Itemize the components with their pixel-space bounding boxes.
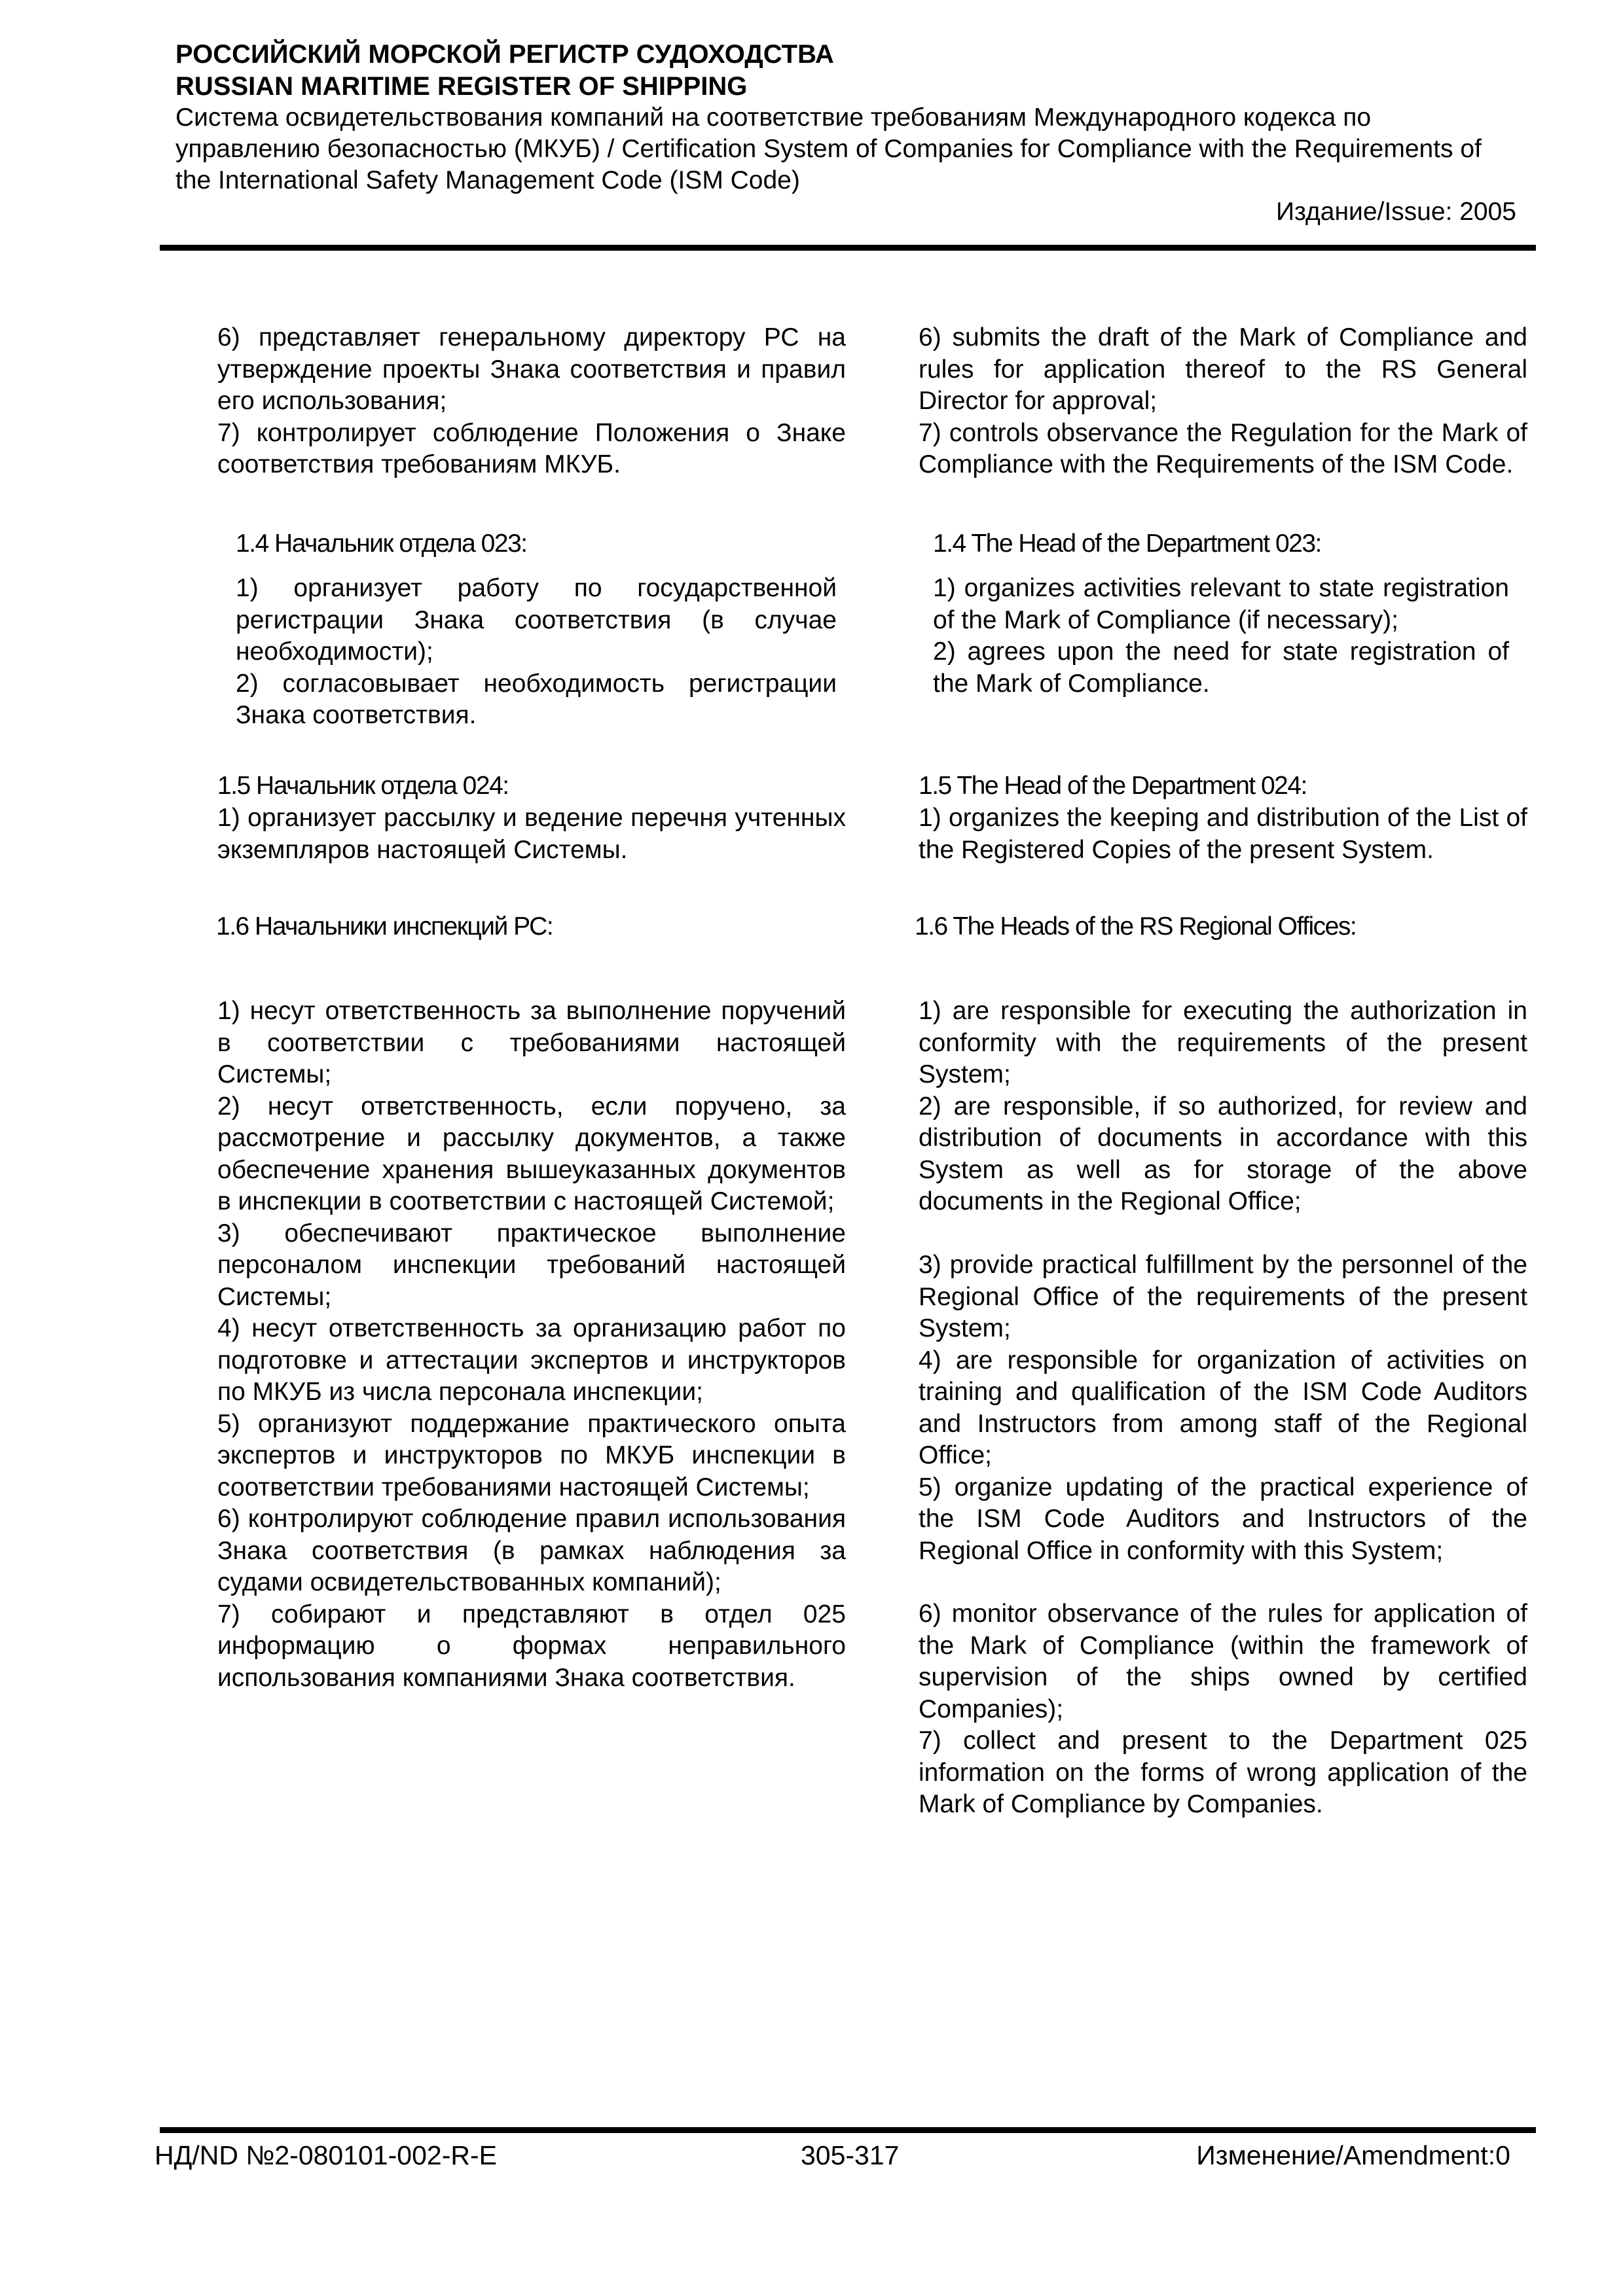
ru-heading-1-6: 1.6 Начальники инспекций РС: xyxy=(216,912,553,941)
header-divider xyxy=(160,245,1536,251)
en-heading-1-6: 1.6 The Heads of the RS Regional Offices: xyxy=(915,912,1357,941)
ru-item-1: 1) организует работу по государственной регистрации Знака соответствия (в случае необходимости); xyxy=(236,574,837,666)
document-number: НД/ND №2-080101-002-R-E xyxy=(155,2140,497,2170)
ru-heading-1-4: 1.4 Начальник отдела 023: xyxy=(236,529,527,558)
ru-item-7: 7) контролирует соблюдение Положения о Знаке соответствия требованиям МКУБ. xyxy=(217,418,846,478)
en-item-6: 6) submits the draft of the Mark of Compliance and rules for application thereof to the RS General Director for approval; xyxy=(919,323,1527,415)
organization-name-ru: РОССИЙСКИЙ МОРСКОЙ РЕГИСТР СУДОХОДСТВА xyxy=(175,40,834,69)
ru-item-7: 7) собирают и представляют в отдел 025 информацию о формах неправильного использования компаниями Знака соответствия. xyxy=(217,1600,846,1692)
en-item-5: 5) organize updating of the practical experience of the ISM Code Auditors and Instructors of the Regional Office in conformity with this System; xyxy=(919,1473,1527,1565)
en-item-2: 2) agrees upon the need for state registration of the Mark of Compliance. xyxy=(933,637,1509,698)
document-header xyxy=(175,38,1518,228)
en-item-3: 3) provide practical fulfillment by the personnel of the Regional Office of the requirements of the present System; xyxy=(919,1251,1527,1342)
organization-name-en: RUSSIAN MARITIME REGISTER OF SHIPPING xyxy=(175,72,748,101)
ru-item-6: 6) представляет генеральному директору РС на утверждение проекты Знака соответствия и правил его использования; xyxy=(217,323,846,415)
en-item-1: 1) organizes the keeping and distribution of the List of the Registered Copies of the present System. xyxy=(919,804,1527,864)
en-section-1-6-items-c xyxy=(919,1598,1527,1821)
issue-label: Издание/Issue: 2005 xyxy=(1276,198,1516,226)
ru-item-4: 4) несут ответственность за организацию работ по подготовке и аттестации экспертов и инструкторов по МКУБ из числа персонала инспекции; xyxy=(217,1314,846,1406)
en-section-1-5-items xyxy=(919,802,1527,866)
en-section-1-6-items-b xyxy=(919,1249,1527,1567)
en-item-7: 7) collect and present to the Department 025 information on the forms of wrong application of the Mark of Compliance by Companies. xyxy=(919,1727,1527,1818)
amendment-label: Изменение/Amendment:0 xyxy=(1196,2140,1510,2170)
ru-section-1-4-items xyxy=(236,573,837,732)
en-section-1-4-items xyxy=(933,573,1509,700)
ru-item-2: 2) несут ответственность, если поручено, за рассмотрение и рассылку документов, а также обеспечение хранения вышеуказанных документов в инспекции в соответствии с настоящей Системой; xyxy=(217,1092,846,1215)
ru-item-5: 5) организуют поддержание практического опыта экспертов и инструкторов по МКУБ инспекции в соответствии требованиями настоящей Системы; xyxy=(217,1409,846,1501)
ru-item-3: 3) обеспечивают практическое выполнение персоналом инспекции требований настоящей Системы; xyxy=(217,1219,846,1311)
en-section-1-3-items xyxy=(919,322,1527,481)
en-item-4: 4) are responsible for organization of activities on training and qualification of the ISM Code Auditors and Instructors from among staff of the Regional Office; xyxy=(919,1346,1527,1469)
en-heading-1-4: 1.4 The Head of the Department 023: xyxy=(933,529,1321,558)
en-heading-1-5: 1.5 The Head of the Department 024: xyxy=(919,772,1307,800)
en-item-6: 6) monitor observance of the rules for application of the Mark of Compliance (within the framework of supervision of the ships owned by certified Companies); xyxy=(919,1600,1527,1723)
ru-item-2: 2) согласовывает необходимость регистрации Знака соответствия. xyxy=(236,669,837,729)
page-range: 305-317 xyxy=(801,2140,900,2170)
ru-section-1-3-items xyxy=(217,322,846,481)
en-item-7: 7) controls observance the Regulation for the Mark of Compliance with the Requirements of the ISM Code. xyxy=(919,418,1527,478)
ru-item-1: 1) организует рассылку и ведение перечня учтенных экземпляров настоящей Системы. xyxy=(217,804,846,864)
system-description: Система освидетельствования компаний на соответствие требованиям Международного кодекса по управлению безопасностью (МКУБ) / Certification System of Companies for Compliance with the Requirements of the International Safety Management Code (ISM Code) xyxy=(175,103,1482,194)
ru-heading-1-5: 1.5 Начальник отдела 024: xyxy=(217,772,509,800)
ru-section-1-6-items xyxy=(217,996,846,1694)
ru-item-1: 1) несут ответственность за выполнение поручений в соответствии с требованиями настоящей Системы; xyxy=(217,997,846,1088)
en-section-1-6-items-a xyxy=(919,996,1527,1218)
ru-item-6: 6) контролируют соблюдение правил использования Знака соответствия (в рамках наблюдения за судами освидетельствованных компаний); xyxy=(217,1505,846,1596)
en-item-1: 1) organizes activities relevant to state registration of the Mark of Compliance (if necessary); xyxy=(933,574,1509,634)
footer-divider xyxy=(160,2127,1536,2133)
ru-section-1-5-items xyxy=(217,802,846,866)
en-item-2: 2) are responsible, if so authorized, for review and distribution of documents in accordance with this System as well as for storage of the above documents in the Regional Office; xyxy=(919,1092,1527,1215)
en-item-1: 1) are responsible for executing the authorization in conformity with the requirements of the present System; xyxy=(919,997,1527,1088)
